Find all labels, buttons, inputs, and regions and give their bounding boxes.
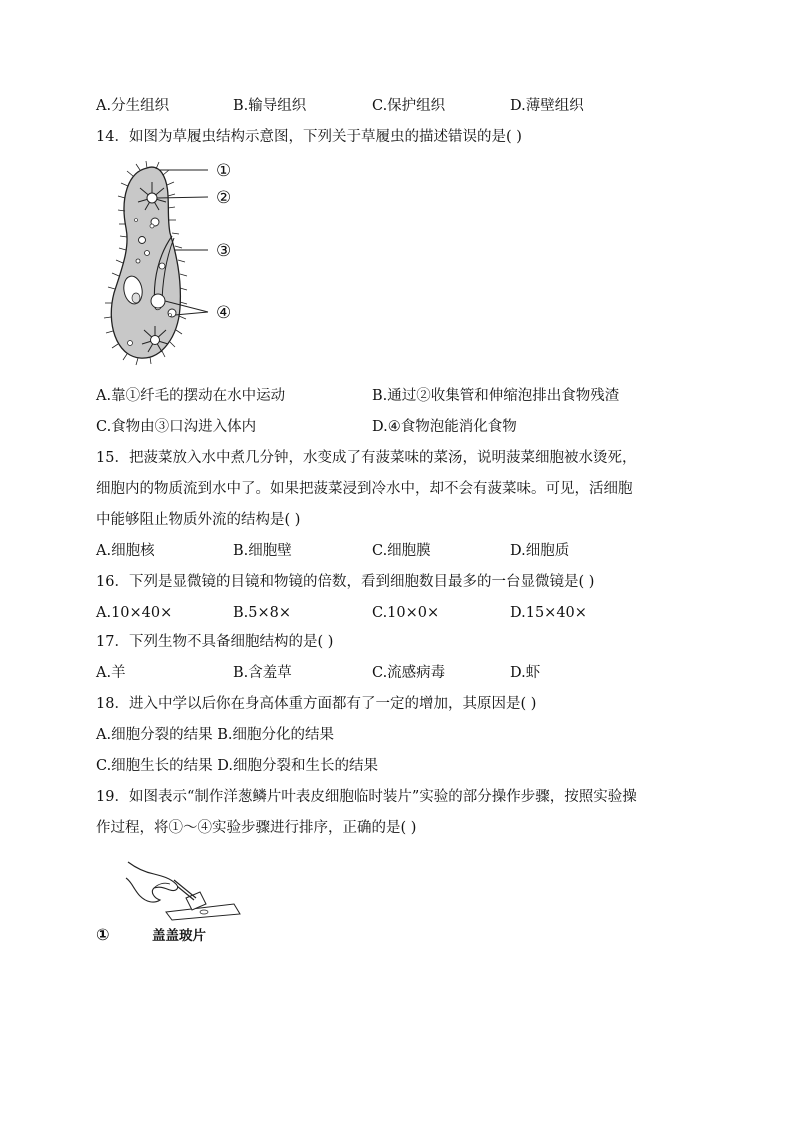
figure-label-2: ② xyxy=(216,188,232,208)
q18-options-row-1: A.细胞分裂的结果 B.细胞分化的结果 xyxy=(96,727,334,743)
figure-label-4: ④ xyxy=(216,303,232,323)
q15-stem-line-2: 细胞内的物质流到水中了。如果把菠菜浸到冷水中，却不会有菠菜味。可见，活细胞 xyxy=(96,481,633,497)
q19-stem-line-1: 19．如图表示“制作洋葱鳞片叶表皮细胞临时装片”实验的部分操作步骤，按照实验操 xyxy=(96,789,637,805)
q14-option-c: C.食物由③口沟进入体内 xyxy=(96,419,257,435)
q17-option-d: D.虾 xyxy=(510,665,541,681)
q15-option-b: B.细胞壁 xyxy=(233,543,292,559)
q18-options-row-2: C.细胞生长的结果 D.细胞分裂和生长的结果 xyxy=(96,758,379,774)
q17-option-b: B.含羞草 xyxy=(233,665,292,681)
q19-stem-line-2: 作过程，将①～④实验步骤进行排序，正确的是( ) xyxy=(96,820,417,836)
paramecium-figure xyxy=(100,158,260,368)
q18-stem: 18．进入中学以后你在身高体重方面都有了一定的增加，其原因是( ) xyxy=(96,696,537,712)
q13-option-b: B.输导组织 xyxy=(233,98,307,114)
figure-label-1: ① xyxy=(216,161,232,181)
q15-option-a: A.细胞核 xyxy=(96,543,155,559)
q16-option-c: C.10×0× xyxy=(372,605,440,621)
q17-stem: 17．下列生物不具备细胞结构的是( ) xyxy=(96,634,334,650)
q13-option-d: D.薄壁组织 xyxy=(510,98,584,114)
coverslip-step-figure xyxy=(124,852,244,922)
q13-option-c: C.保护组织 xyxy=(372,98,446,114)
step-number-1: ① xyxy=(96,925,110,944)
q15-option-d: D.细胞质 xyxy=(510,543,570,559)
q16-option-b: B.5×8× xyxy=(233,605,292,621)
q14-stem: 14．如图为草履虫结构示意图，下列关于草履虫的描述错误的是( ) xyxy=(96,129,522,145)
figure-label-3: ③ xyxy=(216,241,232,261)
q16-stem: 16．下列是显微镜的目镜和物镜的倍数，看到细胞数目最多的一台显微镜是( ) xyxy=(96,574,595,590)
q14-option-b: B.通过②收集管和伸缩泡排出食物残渣 xyxy=(372,388,620,404)
q16-option-d: D.15×40× xyxy=(510,605,587,621)
step-label-coverslip: 盖盖玻片 xyxy=(152,928,206,944)
q15-stem-line-3: 中能够阻止物质外流的结构是( ) xyxy=(96,512,301,528)
q16-option-a: A.10×40× xyxy=(96,605,173,621)
q14-option-a: A.靠①纤毛的摆动在水中运动 xyxy=(96,388,286,404)
q14-option-d: D.④食物泡能消化食物 xyxy=(372,419,517,435)
q17-option-a: A.羊 xyxy=(96,665,126,681)
q13-option-a: A.分生组织 xyxy=(96,98,170,114)
q15-stem-line-1: 15．把菠菜放入水中煮几分钟，水变成了有菠菜味的菜汤，说明菠菜细胞被水烫死， xyxy=(96,450,637,466)
q17-option-c: C.流感病毒 xyxy=(372,665,446,681)
q15-option-c: C.细胞膜 xyxy=(372,543,431,559)
